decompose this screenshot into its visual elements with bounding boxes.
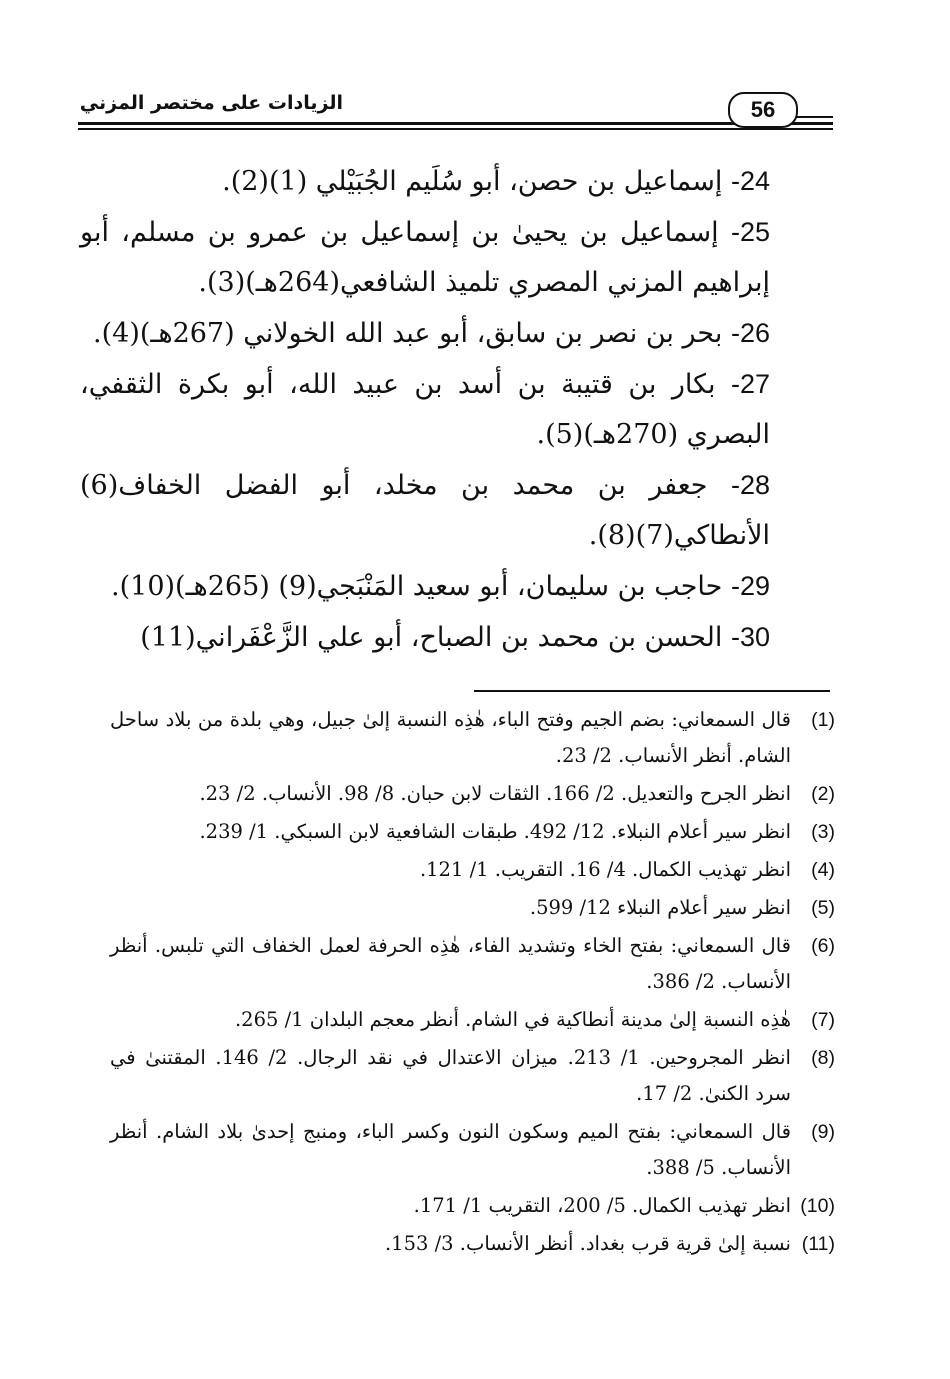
footnote-3 (110, 814, 835, 850)
footnote-number: (11) (801, 1233, 835, 1255)
footnote-divider (474, 690, 830, 692)
entry-number: 27- (730, 369, 770, 399)
entry-29 (80, 561, 770, 612)
footnote-1 (110, 702, 835, 774)
footnote-5 (110, 890, 835, 926)
footnotes (110, 702, 835, 1264)
footnote-number: (1) (811, 709, 835, 731)
entry-28 (80, 460, 770, 561)
entry-24 (80, 156, 770, 207)
entry-text: بكار بن قتيبة بن أسد بن عبيد الله، أبو بكرة الثقفي، البصري (270هـ)(5). (80, 369, 770, 450)
entry-text: إسماعيل بن يحيىٰ بن إسماعيل بن عمرو بن مسلم، أبو إبراهيم المزني المصري تلميذ الشافعي(264هـ)(3). (80, 217, 770, 298)
footnote-number: (9) (811, 1121, 835, 1143)
footnote-text: انظر الجرح والتعديل. 2/ 166. الثقات لابن حبان. 8/ 98. الأنساب. 2/ 23. (199, 782, 791, 805)
footnote-number: (7) (811, 1009, 835, 1031)
entry-26 (80, 308, 770, 359)
footnote-2 (110, 776, 835, 812)
footnote-text: قال السمعاني: بفتح الميم وسكون النون وكسر الباء، ومنبج إحدىٰ بلاد الشام. أنظر الأنساب. 5/ 388. (110, 1120, 791, 1179)
footnote-6 (110, 928, 835, 1000)
footnote-text: انظر المجروحين. 1/ 213. ميزان الاعتدال في نقد الرجال. 2/ 146. المقتنىٰ في سرد الكنىٰ. 2/ 17. (110, 1046, 791, 1105)
footnote-text: قال السمعاني: بضم الجيم وفتح الباء، هٰذِه النسبة إلىٰ جبيل، وهي بلدة من بلاد ساحل الشام. أنظر الأنساب. 2/ 23. (110, 708, 791, 767)
entry-text: الحسن بن محمد بن الصباح، أبو علي الزَّعْفَراني(11) (140, 622, 723, 653)
footnote-9 (110, 1114, 835, 1186)
entry-text: إسماعيل بن حصن، أبو سُلَيم الجُبَيْلي (1)(2). (222, 166, 723, 197)
entry-27 (80, 359, 770, 460)
footnote-10 (110, 1188, 835, 1224)
footnote-text: انظر سير أعلام النبلاء. 12/ 492. طبقات الشافعية لابن السبكي. 1/ 239. (199, 820, 791, 843)
footnote-text: نسبة إلىٰ قرية قرب بغداد. أنظر الأنساب. 3/ 153. (384, 1232, 791, 1255)
footnote-text: انظر سير أعلام النبلاء 12/ 599. (529, 896, 791, 919)
footnote-number: (3) (811, 821, 835, 843)
header-rule-right (796, 116, 833, 118)
footnote-text: انظر تهذيب الكمال. 4/ 16. التقريب. 1/ 121. (419, 858, 791, 881)
entry-number: 24- (730, 166, 770, 196)
footnote-text: هٰذِه النسبة إلىٰ مدينة أنطاكية في الشام. أنظر معجم البلدان 1/ 265. (234, 1008, 791, 1031)
entry-number: 25- (730, 217, 770, 247)
footnote-number: (8) (811, 1047, 835, 1069)
footnote-text: قال السمعاني: بفتح الخاء وتشديد الفاء، هٰذِه الحرفة لعمل الخفاف التي تلبس. أنظر الأنساب. 2/ 386. (110, 934, 791, 993)
entry-number: 26- (730, 318, 770, 348)
header-rule-thin (78, 128, 833, 130)
page-number: 56 (728, 92, 798, 128)
footnote-7 (110, 1002, 835, 1038)
entry-30 (80, 612, 770, 663)
footnote-8 (110, 1040, 835, 1112)
footnote-number: (5) (811, 897, 835, 919)
entry-number: 30- (730, 622, 770, 652)
footnote-number: (4) (811, 859, 835, 881)
page-header (78, 88, 833, 132)
footnote-4 (110, 852, 835, 888)
entry-number: 28- (730, 470, 770, 500)
entry-25 (80, 207, 770, 308)
entry-text: جعفر بن محمد بن مخلد، أبو الفضل الخفاف(6) الأنطاكي(7)(8). (80, 470, 770, 551)
footnote-number: (2) (811, 783, 835, 805)
footnote-11 (110, 1226, 835, 1262)
main-text (80, 156, 770, 663)
entry-text: بحر بن نصر بن سابق، أبو عبد الله الخولاني (267هـ)(4). (93, 318, 723, 349)
footnote-number: (10) (800, 1195, 835, 1217)
footnote-number: (6) (811, 935, 835, 957)
running-title: الزيادات على مختصر المزني (79, 92, 343, 114)
entry-text: حاجب بن سليمان، أبو سعيد المَنْبَجي(9) (265هـ)(10). (111, 571, 723, 602)
footnote-text: انظر تهذيب الكمال. 5/ 200، التقريب 1/ 171. (413, 1194, 791, 1217)
entry-number: 29- (730, 571, 770, 601)
header-rule-thick (78, 122, 833, 125)
